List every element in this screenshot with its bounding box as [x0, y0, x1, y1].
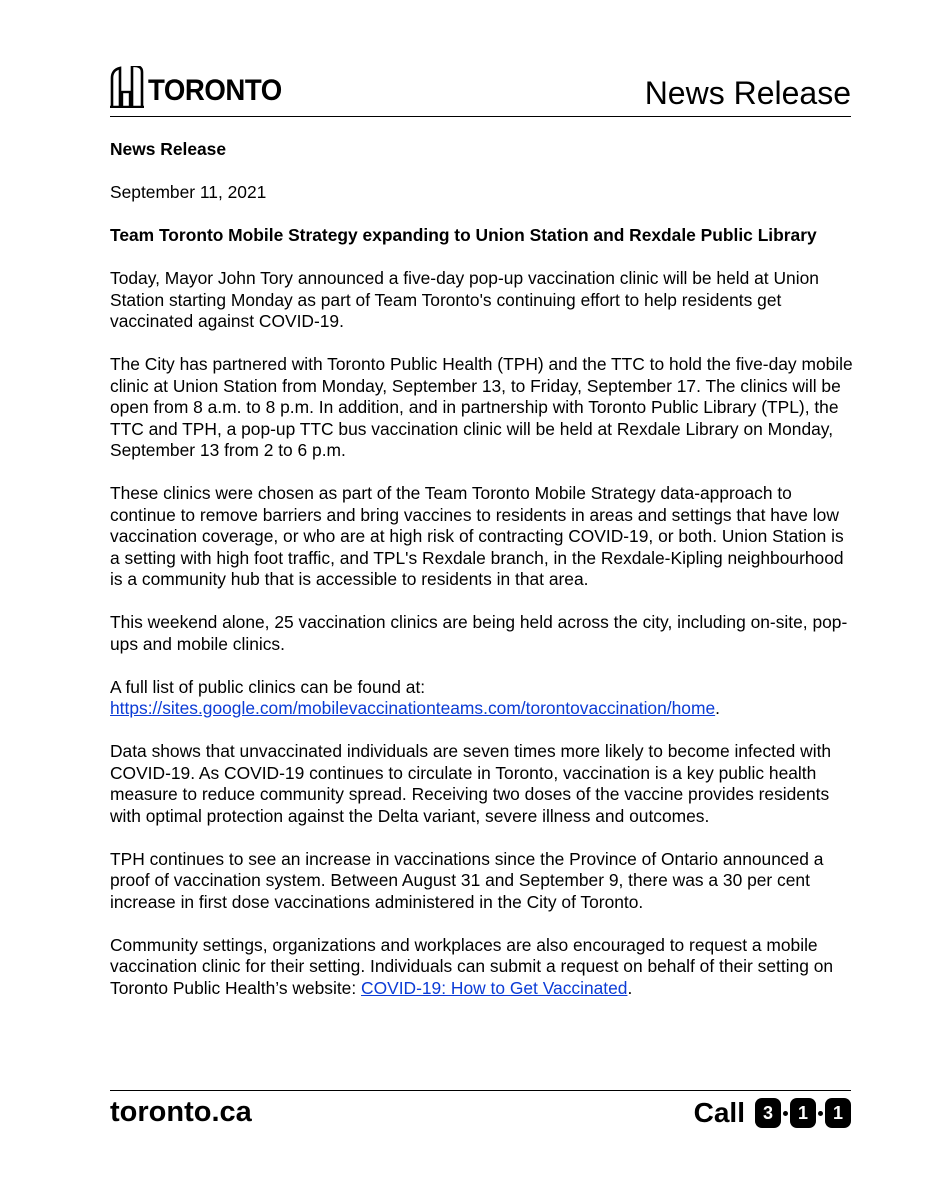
release-body: [110, 139, 855, 1021]
release-date: September 11, 2021: [110, 182, 267, 202]
clinic-list-period: .: [715, 698, 720, 718]
digit-separator: [818, 1111, 823, 1116]
release-heading: News Release: [110, 139, 227, 159]
paragraph-7: TPH continues to see an increase in vaccinations since the Province of Ontario announced a proof of vaccination system. Between August 31 and September 9, there was a 30 per cent increase in first dose vaccinations administered in the City of Toronto.: [110, 848, 824, 912]
paragraph-6: Data shows that unvaccinated individuals are seven times more likely to become infected with COVID-19. As COVID-19 continues to circulate in Toronto, vaccination is a key public health measure to reduce community spread. Receiving two doses of the vaccine provides residents with optimal protection against the Delta variant, severe illness and outcomes.: [110, 741, 832, 826]
clinic-list-text: A full list of public clinics can be found at:: [110, 676, 426, 697]
footer-divider: [110, 1090, 851, 1091]
toronto-logo: [110, 64, 293, 108]
header-divider: [110, 116, 851, 117]
paragraph-1: Today, Mayor John Tory announced a five-day pop-up vaccination clinic will be held at Union Station starting Monday as part of Team Toronto's continuing effort to help residents get vaccinated against COVID-19.: [110, 268, 819, 331]
logo-wordmark: TORONTO: [148, 74, 282, 107]
clinic-list-link[interactable]: https://sites.google.com/mobilevaccinationteams.com/torontovaccination/home: [110, 698, 716, 718]
call-311: [694, 1096, 851, 1130]
call-digit-1: 3: [755, 1098, 781, 1128]
call-digit-3: 1: [825, 1098, 851, 1128]
how-to-get-vaccinated-link[interactable]: COVID-19: How to Get Vaccinated: [361, 977, 628, 998]
footer-website: toronto.ca: [110, 1096, 252, 1128]
call-label: Call: [693, 1097, 745, 1128]
city-hall-icon: [110, 66, 144, 108]
paragraph-2: The City has partnered with Toronto Public Health (TPH) and the TTC to hold the five-day mobile clinic at Union Station from Monday, September 13, to Friday, September 17. The clinics will be open from 8 a.m. to 8 p.m. In addition, and in partnership with Toronto Public Library (TPL), the TTC and TPH, a pop-up TTC bus vaccination clinic will be held at Rexdale Library on Monday, September 13 from 2 to 6 p.m.: [110, 354, 853, 460]
call-digit-2: 1: [790, 1098, 816, 1128]
paragraph-3: These clinics were chosen as part of the Team Toronto Mobile Strategy data-approach to continue to remove barriers and bring vaccines to residents in areas and settings that have low vaccination coverage, or who are at high risk of contracting COVID-19, or both. Union Station is a setting with high foot traffic, and TPL's Rexdale branch, in the Rexdale-Kipling neighbourhood is a community hub that is accessible to residents in that area.: [110, 483, 844, 589]
digit-separator: [783, 1111, 788, 1116]
paragraph-5: [110, 677, 855, 720]
paragraph-4: This weekend alone, 25 vaccination clinics are being held across the city, including on-site, pop-ups and mobile clinics.: [110, 612, 848, 654]
paragraph-8: [110, 935, 855, 1000]
release-headline: Team Toronto Mobile Strategy expanding to Union Station and Rexdale Public Library: [110, 225, 817, 245]
request-text: Community settings, organizations and workplaces are also encouraged to request a mobile vaccination clinic for their setting. Individuals can submit a request on behalf of their setting on Toronto Public Health’s website:: [110, 934, 834, 998]
page-header: [110, 62, 851, 118]
request-period: .: [627, 977, 633, 998]
header-title: News Release: [644, 75, 851, 111]
